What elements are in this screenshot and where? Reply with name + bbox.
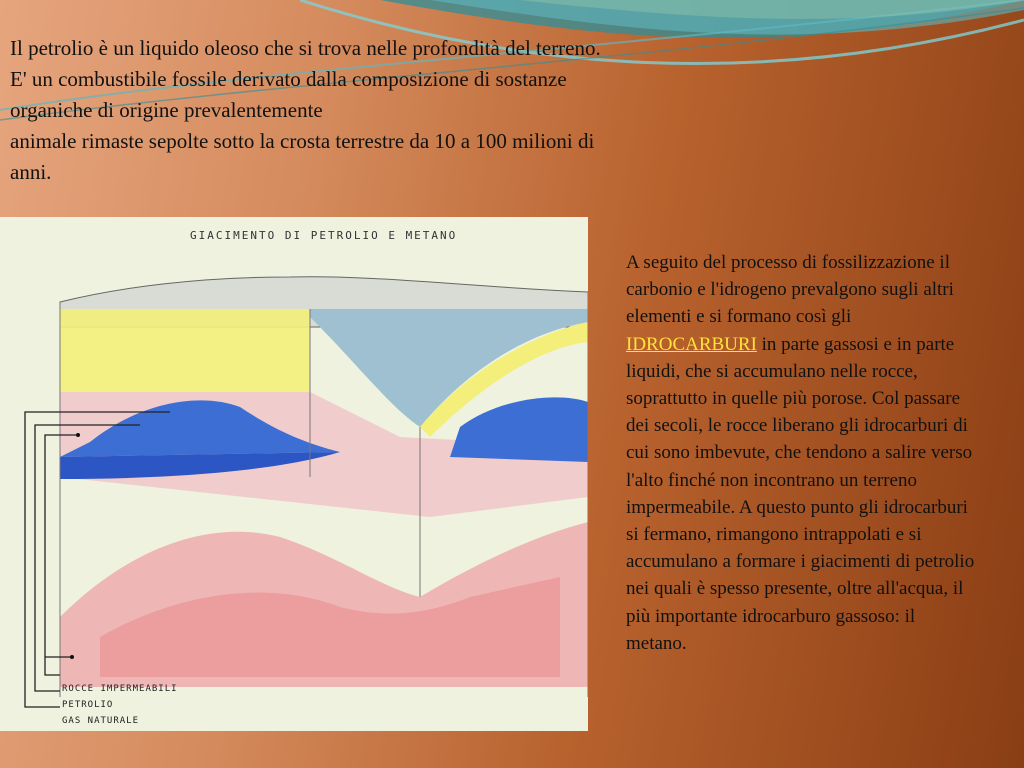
legend-oil: PETROLIO bbox=[62, 700, 114, 710]
oil-field-illustration bbox=[0, 217, 588, 731]
intro-line-1: Il petrolio è un liquido oleoso che si trova nelle profondità del terreno. bbox=[10, 36, 601, 60]
legend-natural-gas: GAS NATURALE bbox=[62, 716, 140, 726]
side-text-after: in parte gassosi e in parte liquidi, che si accumulano nelle rocce, soprattutto in quelle più porose. Col passare dei secoli, le rocce liberano gli idrocarburi di cui sono imbevute, che tendono a salire verso l'alto finché non incontrano un terreno impermeabile. A questo punto gli idrocarburi si fermano, rimangono intrappolati e si accumulano a formare i giacimenti di petrolio nei quali è spesso presente, oltre all'acqua, il più importante idrocarburo gassoso: il metano. bbox=[626, 333, 975, 654]
idrocarburi-link[interactable]: IDROCARBURI bbox=[626, 333, 757, 355]
intro-line-2: E' un combustibile fossile derivato dalla composizione di sostanze organiche di origine prevalentemente bbox=[10, 67, 567, 122]
oil-field-drawing bbox=[0, 217, 588, 731]
intro-line-3: animale rimaste sepolte sotto la crosta terrestre da 10 a 100 milioni di anni. bbox=[10, 129, 595, 184]
side-paragraph bbox=[626, 249, 978, 657]
side-text bbox=[626, 249, 978, 657]
intro-text bbox=[10, 33, 620, 188]
figure-title: GIACIMENTO DI PETROLIO E METANO bbox=[190, 229, 458, 242]
side-text-before: A seguito del processo di fossilizzazione il carbonio e l'idrogeno prevalgono sugli altri elementi e si formano così gli bbox=[626, 252, 954, 328]
legend-impermeable-rocks: ROCCE IMPERMEABILI bbox=[62, 684, 178, 694]
